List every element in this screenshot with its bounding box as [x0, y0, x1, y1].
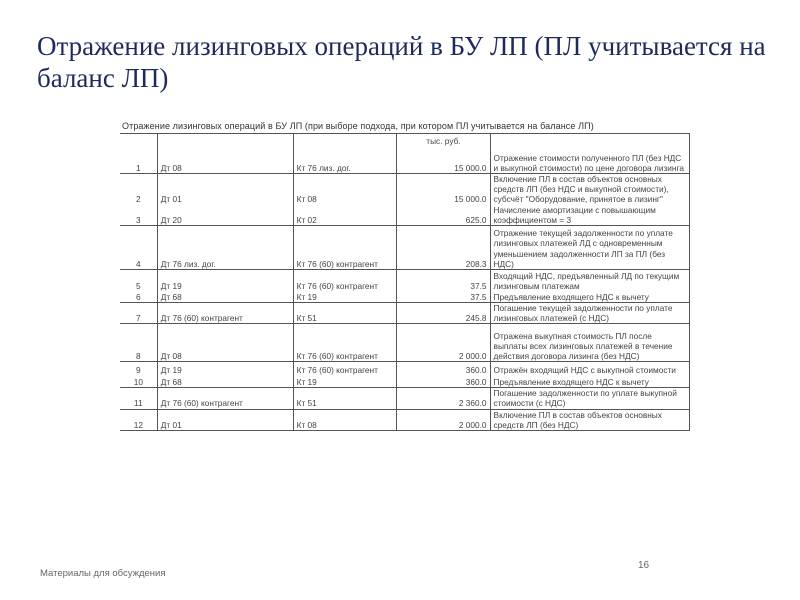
table-row — [120, 376, 690, 388]
row-number: 4 — [120, 226, 157, 270]
row-number: 3 — [120, 205, 157, 226]
credit-account: Кт 19 — [293, 292, 397, 303]
slide-title: Отражение лизинговых операций в БУ ЛП (ПЛ учитывается на баланс ЛП) — [37, 31, 766, 93]
row-number: 8 — [120, 324, 157, 362]
table-row — [120, 388, 690, 409]
table-row — [120, 226, 690, 270]
amount: 15 000.0 — [397, 174, 490, 205]
amount: 2 000.0 — [397, 324, 490, 362]
debit-account: Дт 19 — [157, 270, 293, 292]
amount: 360.0 — [397, 376, 490, 388]
row-number: 9 — [120, 362, 157, 376]
table-row — [120, 174, 690, 205]
amount: 2 360.0 — [397, 388, 490, 409]
table-header-row — [120, 134, 690, 148]
credit-account: Кт 51 — [293, 302, 397, 323]
description: Начисление амортизации с повышающим коэффициентом = 3 — [490, 205, 689, 226]
amount: 245.8 — [397, 302, 490, 323]
row-number: 5 — [120, 270, 157, 292]
amount: 37.5 — [397, 292, 490, 303]
amount: 2 000.0 — [397, 409, 490, 430]
row-number: 7 — [120, 302, 157, 323]
page-number: 16 — [638, 560, 650, 571]
debit-account: Дт 19 — [157, 362, 293, 376]
debit-account: Дт 76 (60) контрагент — [157, 388, 293, 409]
row-number: 11 — [120, 388, 157, 409]
credit-account: Кт 51 — [293, 388, 397, 409]
leasing-entries-table — [120, 133, 690, 431]
credit-account: Кт 76 (60) контрагент — [293, 270, 397, 292]
credit-account: Кт 76 лиз. дог. — [293, 148, 397, 174]
description: Включение ПЛ в состав объектов основных средств ЛП (без НДС) — [490, 409, 689, 430]
description: Входящий НДС, предъявленный ЛД по текущим лизинговым платежам — [490, 270, 689, 292]
unit-label: тыс. руб. — [397, 134, 490, 148]
description: Погашение текущей задолженности по уплате лизинговых платежей (с НДС) — [490, 302, 689, 323]
debit-account: Дт 68 — [157, 376, 293, 388]
debit-account: Дт 68 — [157, 292, 293, 303]
debit-account: Дт 01 — [157, 409, 293, 430]
description: Включение ПЛ в состав объектов основных средств ЛП (без НДС и выкупной стоимости), субсчёт "Оборудование, принятое в лизинг" — [490, 174, 689, 205]
credit-account: Кт 76 (60) контрагент — [293, 362, 397, 376]
credit-account: Кт 76 (60) контрагент — [293, 226, 397, 270]
row-number: 1 — [120, 148, 157, 174]
table-row — [120, 362, 690, 376]
amount: 15 000.0 — [397, 148, 490, 174]
description: Предъявление входящего НДС к вычету — [490, 376, 689, 388]
table-row — [120, 292, 690, 303]
footer-text: Материалы для обсуждения — [40, 568, 166, 579]
table-row — [120, 270, 690, 292]
credit-account: Кт 19 — [293, 376, 397, 388]
debit-account: Дт 08 — [157, 148, 293, 174]
amount: 625.0 — [397, 205, 490, 226]
description: Отражена выкупная стоимость ПЛ после выплаты всех лизинговых платежей в течение действия договора лизинга (без НДС) — [490, 324, 689, 362]
credit-account: Кт 08 — [293, 409, 397, 430]
debit-account: Дт 20 — [157, 205, 293, 226]
description: Погашение задолженности по уплате выкупной стоимости (с НДС) — [490, 388, 689, 409]
table-row — [120, 148, 690, 174]
amount: 360.0 — [397, 362, 490, 376]
description: Предъявление входящего НДС к вычету — [490, 292, 689, 303]
credit-account: Кт 08 — [293, 174, 397, 205]
table-row — [120, 302, 690, 323]
row-number: 2 — [120, 174, 157, 205]
row-number: 12 — [120, 409, 157, 430]
amount: 37.5 — [397, 270, 490, 292]
description: Отражение текущей задолженности по уплате лизинговых платежей ЛД с одновременным уменьшением задолженности ЛП за ПЛ (без НДС) — [490, 226, 689, 270]
debit-account: Дт 01 — [157, 174, 293, 205]
description: Отражение стоимости полученного ПЛ (без НДС и выкупной стоимости) по цене договора лизинга — [490, 148, 689, 174]
amount: 208.3 — [397, 226, 490, 270]
row-number: 10 — [120, 376, 157, 388]
credit-account: Кт 02 — [293, 205, 397, 226]
credit-account: Кт 76 (60) контрагент — [293, 324, 397, 362]
debit-account: Дт 76 (60) контрагент — [157, 302, 293, 323]
debit-account: Дт 76 лиз. дог. — [157, 226, 293, 270]
row-number: 6 — [120, 292, 157, 303]
table-caption: Отражение лизинговых операций в БУ ЛП (при выборе подхода, при котором ПЛ учитывается на балансе ЛП) — [122, 121, 594, 131]
table-row — [120, 409, 690, 430]
description: Отражён входящий НДС с выкупной стоимости — [490, 362, 689, 376]
debit-account: Дт 08 — [157, 324, 293, 362]
table-row — [120, 205, 690, 226]
table-row — [120, 324, 690, 362]
